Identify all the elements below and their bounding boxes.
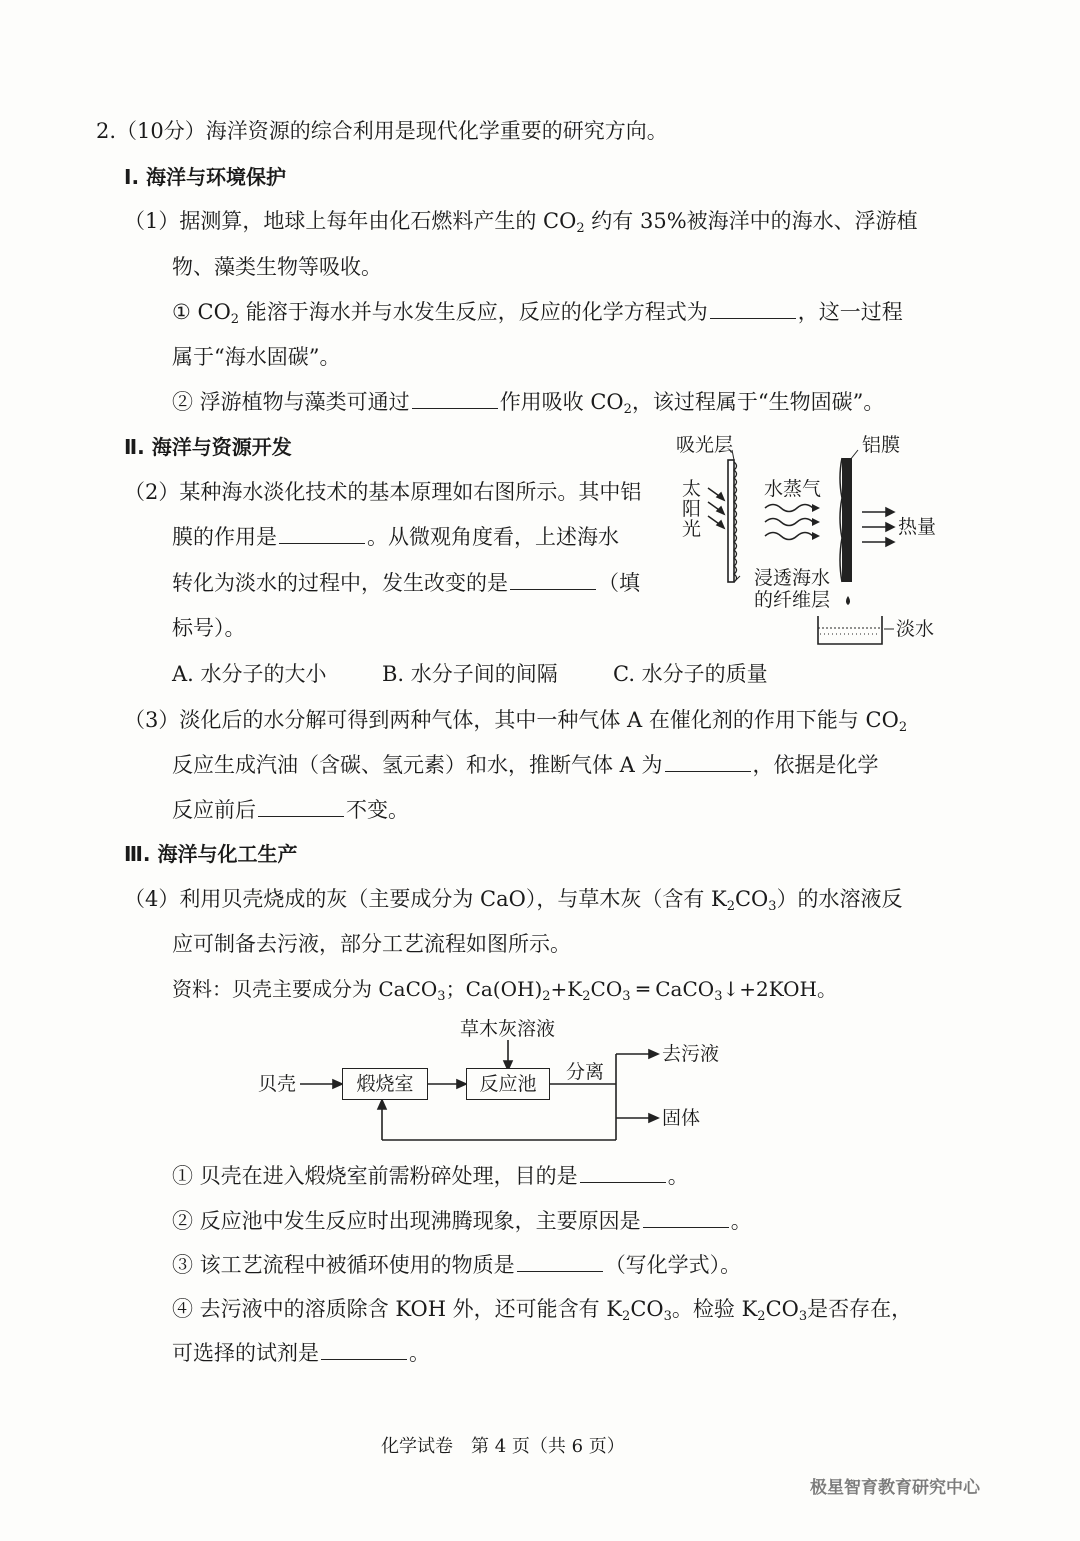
q4-sub4-line1 [172, 1294, 912, 1324]
q2-text-a: 膜的作用是 [172, 525, 277, 549]
q3-line1 [124, 705, 907, 735]
q4-sub4-text-b: CO [630, 1297, 664, 1321]
q4-sub4-text-c: 。检验 K [671, 1297, 758, 1321]
q2-line3 [172, 568, 640, 598]
q3-text-e: 不变。 [346, 798, 409, 822]
calcination-box: 煅烧室 [342, 1068, 428, 1100]
answer-blank[interactable] [665, 751, 751, 772]
q3-line2 [172, 750, 879, 780]
reaction-pool-box: 反应池 [466, 1068, 550, 1100]
q4-line1 [124, 884, 903, 914]
q2-text-b: 。从微观角度看，上述海水 [367, 525, 619, 549]
flow-input-shell: 贝壳 [258, 1073, 297, 1095]
q1-sub1-text-a: ① CO [172, 300, 231, 324]
q4-sub4-text-e: 是否存在， [807, 1297, 913, 1321]
q4-sub3-text-a: ③ 该工艺流程中被循环使用的物质是 [172, 1253, 515, 1277]
material-line [172, 974, 837, 1004]
q4-text-c: ）的水溶液反 [776, 887, 903, 911]
heat-label: 热量 [898, 516, 937, 538]
watermark: 极星智育教育研究中心 [810, 1478, 980, 1498]
page-footer: 化学试卷 第 4 页（共 6 页） [381, 1436, 625, 1457]
answer-blank[interactable] [510, 569, 596, 590]
subscript: 2 [898, 720, 908, 735]
question-header [96, 116, 668, 146]
q2-option-b[interactable]: B. 水分子间的间隔 [382, 662, 558, 686]
q4-sub1-text-b: 。 [667, 1164, 689, 1188]
q2-line1: （2）某种海水淡化技术的基本原理如右图所示。其中铝 [124, 480, 642, 504]
flow-output-detergent: 去污液 [662, 1043, 720, 1065]
flow-separate-label: 分离 [566, 1061, 605, 1083]
sun-label-3: 光 [682, 518, 702, 540]
question-number: 2. [96, 119, 117, 143]
q1-text-b: 约有 35%被海洋中的海水、浮游植 [591, 209, 918, 233]
answer-blank[interactable] [412, 388, 498, 409]
q4-sub4-text-a: ④ 去污液中的溶质除含 KOH 外，还可能含有 K [172, 1297, 623, 1321]
sun-label-2: 阳 [682, 498, 702, 520]
section-heading-1: Ⅰ. 海洋与环境保护 [124, 165, 287, 189]
q1-sub1-text-b: 能溶于海水并与水发生反应，反应的化学方程式为 [245, 300, 708, 324]
question-stem: 海洋资源的综合利用是现代化学重要的研究方向。 [205, 119, 668, 143]
question-score: （10分） [116, 119, 206, 143]
q1-sub1-line1 [172, 297, 903, 327]
fiber-label-1: 浸透海水 [754, 567, 831, 589]
vapor-label: 水蒸气 [764, 478, 822, 500]
subscript: 2 [757, 1309, 766, 1324]
material-text-e: ═ CaCO [630, 977, 715, 1001]
q3-text-a: （3）淡化后的水分解可得到两种气体，其中一种气体 A 在催化剂的作用下能与 CO [124, 708, 899, 732]
q4-sub2 [172, 1206, 752, 1236]
flow-top-input: 草木灰溶液 [460, 1018, 556, 1040]
q2-text-d: （填 [598, 571, 640, 595]
subscript: 3 [714, 989, 723, 1004]
q2-line4: 标号）。 [172, 616, 246, 640]
answer-blank[interactable] [580, 1162, 666, 1183]
material-text-d: CO [590, 977, 623, 1001]
subscript: 2 [726, 899, 735, 914]
subscript: 2 [230, 312, 240, 327]
subscript: 2 [623, 402, 632, 417]
absorb-layer-label: 吸光层 [676, 434, 734, 456]
fiber-label-2: 的纤维层 [754, 589, 831, 611]
q4-sub3-text-b: （写化学式）。 [604, 1253, 742, 1277]
answer-blank[interactable] [643, 1207, 729, 1228]
q3-text-c: ，依据是化学 [752, 753, 879, 777]
material-text-b: ；Ca(OH) [445, 977, 543, 1001]
q1-sub1-text-c: ，这一过程 [797, 300, 903, 324]
q4-sub4-text-g: 。 [409, 1341, 430, 1365]
subscript: 3 [768, 899, 777, 914]
q3-text-d: 反应前后 [172, 798, 256, 822]
q4-sub1 [172, 1161, 689, 1191]
section-heading-2: Ⅱ. 海洋与资源开发 [124, 435, 292, 459]
q2-option-c[interactable]: C. 水分子的质量 [613, 662, 768, 686]
subscript: 2 [542, 989, 551, 1004]
subscript: 3 [663, 1309, 672, 1324]
q4-sub1-text-a: ① 贝壳在进入煅烧室前需粉碎处理，目的是 [172, 1164, 578, 1188]
q1-text-a: （1）据测算，地球上每年由化石燃料产生的 CO [124, 209, 577, 233]
answer-blank[interactable] [517, 1251, 603, 1272]
q4-line2: 应可制备去污液，部分工艺流程如图所示。 [172, 932, 571, 956]
q4-sub4-line2 [172, 1338, 430, 1368]
q1-line2: 物、藻类生物等吸收。 [172, 255, 382, 279]
answer-blank[interactable] [710, 298, 796, 319]
q2-text-c: 转化为淡水的过程中，发生改变的是 [172, 571, 508, 595]
q1-sub1-line2: 属于“海水固碳”。 [172, 345, 341, 369]
fresh-water-label: 淡水 [896, 618, 935, 640]
q3-line3 [172, 795, 409, 825]
q4-text-a: （4）利用贝壳烧成的灰（主要成分为 CaO），与草木灰（含有 K [124, 887, 727, 911]
subscript: 2 [622, 1309, 631, 1324]
subscript: 3 [437, 989, 446, 1004]
flow-output-solid: 固体 [662, 1107, 701, 1129]
al-film-label: 铝膜 [862, 434, 901, 456]
material-text-f: ↓+2KOH。 [722, 977, 837, 1001]
q1-sub2-line [172, 387, 884, 417]
q1-sub2-text-b: 作用吸收 CO [499, 390, 624, 414]
sun-label-1: 太 [682, 478, 702, 500]
material-text-a: 资料：贝壳主要成分为 CaCO [172, 977, 438, 1001]
q1-sub2-text-a: ② 浮游植物与藻类可通过 [172, 390, 410, 414]
q4-sub4-text-f: 可选择的试剂是 [172, 1341, 319, 1365]
q1-line1 [124, 206, 918, 236]
q4-sub3 [172, 1250, 741, 1280]
q4-sub2-text-b: 。 [730, 1209, 752, 1233]
q3-text-b: 反应生成汽油（含碳、氢元素）和水，推断气体 A 为 [172, 753, 663, 777]
subscript: 2 [576, 221, 585, 236]
q4-text-b: CO [734, 887, 769, 911]
subscript: 3 [798, 1309, 808, 1324]
subscript: 2 [582, 989, 591, 1004]
answer-blank[interactable] [258, 796, 344, 817]
answer-blank[interactable] [321, 1339, 407, 1360]
q2-line2 [172, 522, 619, 552]
q4-sub4-text-d: CO [765, 1297, 799, 1321]
subscript: 3 [622, 989, 631, 1004]
material-text-c: +K [550, 977, 583, 1001]
q4-sub2-text-a: ② 反应池中发生反应时出现沸腾现象，主要原因是 [172, 1209, 641, 1233]
q2-option-a[interactable]: A. 水分子的大小 [172, 662, 327, 686]
answer-blank[interactable] [279, 523, 365, 544]
section-heading-3: Ⅲ. 海洋与化工生产 [124, 842, 298, 866]
q1-sub2-text-c: ，该过程属于“生物固碳”。 [631, 390, 885, 414]
